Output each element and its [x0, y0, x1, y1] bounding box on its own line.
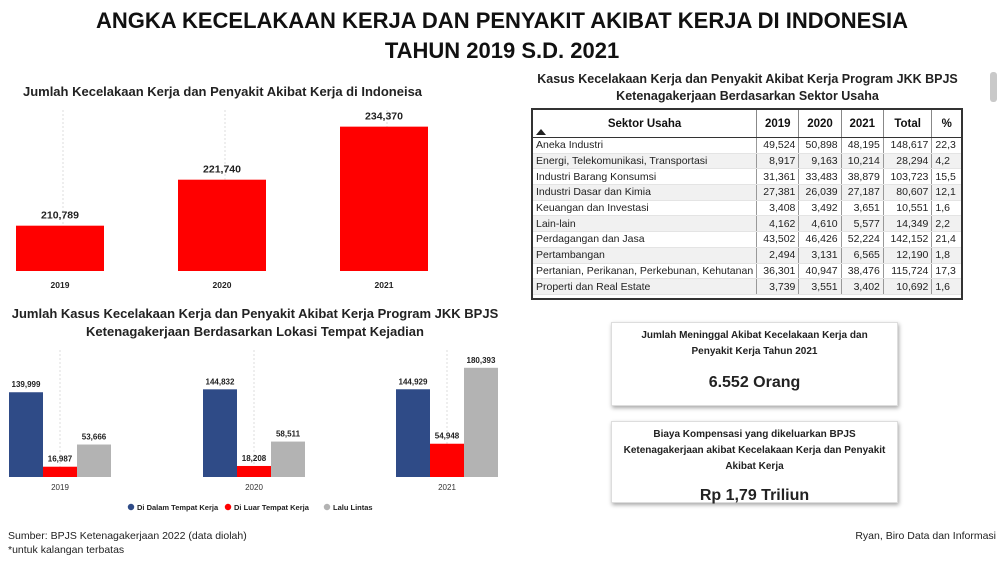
chart1-category-label-2021: 2021	[374, 280, 394, 290]
chart2-value-label-2019-series-1: 16,987	[47, 454, 73, 464]
table-cell-2020: 33,483	[799, 169, 841, 185]
chart2-title-line-1: Jumlah Kasus Kecelakaan Kerja dan Penyakit Akibat Kerja Program JKK BPJS	[11, 306, 499, 321]
title-line-1: ANGKA KECELAKAAN KERJA DAN PENYAKIT AKIBAT KERJA DI INDONESIA	[95, 8, 909, 33]
table-cell-2021: 38,879	[841, 169, 883, 185]
chart2-bar-2019-series-1	[43, 467, 77, 477]
column-header-2020[interactable]: 2020	[799, 110, 841, 138]
table-row	[533, 232, 961, 248]
table-cell-2019: 27,381	[757, 185, 799, 201]
table-cell-2021: 3,651	[841, 200, 883, 216]
table-row	[533, 153, 961, 169]
compensation-card-label: Biaya Kompensasi yang dikeluarkan BPJS Ketenagakerjaan akibat Kecelakaan Kerja dan Penyakit Akibat Kerja	[623, 429, 886, 472]
table-cell-2019: 36,301	[757, 263, 799, 279]
footer-note: *untuk kalangan terbatas	[8, 544, 125, 556]
table-cell-2019: 4,162	[757, 216, 799, 232]
sector-table	[531, 108, 963, 300]
chart1-value-label-2020: 221,740	[203, 163, 241, 176]
table-cell-Total: 28,294	[883, 153, 932, 169]
table-cell-Total: 142,152	[883, 232, 932, 248]
table-cell-2021: 48,195	[841, 138, 883, 154]
column-header-2021[interactable]: 2021	[841, 110, 883, 138]
table-cell-2020: 9,163	[799, 153, 841, 169]
table-cell-2021: 38,476	[841, 263, 883, 279]
table-cell-%: 15,5	[932, 169, 961, 185]
chart2-title	[0, 305, 510, 341]
table-row	[533, 200, 961, 216]
table-header-row	[533, 110, 961, 138]
table-cell-sector: Energi, Telekomunikasi, Transportasi	[533, 153, 757, 169]
table-row	[533, 185, 961, 201]
table-cell-2019: 8,917	[757, 153, 799, 169]
chart1-category-label-2019: 2019	[50, 280, 70, 290]
table-cell-Total: 10,692	[883, 279, 932, 295]
chart2-bar-2019-series-2	[77, 445, 111, 477]
table-cell-2020: 3,492	[799, 200, 841, 216]
table-cell-sector: Lain-lain	[533, 216, 757, 232]
table-cell-2020: 3,131	[799, 247, 841, 263]
table-cell-2021: 27,187	[841, 185, 883, 201]
column-header-2019[interactable]: 2019	[757, 110, 799, 138]
table-cell-%: 1,8	[932, 247, 961, 263]
chart2-legend-label-2: Lalu Lintas	[333, 503, 373, 512]
page-title	[0, 6, 1004, 66]
table-cell-sector: Aneka Industri	[533, 138, 757, 154]
table-cell-2021: 10,214	[841, 153, 883, 169]
table-cell-2019: 3,739	[757, 279, 799, 295]
chart2-bar-2021-series-1	[430, 444, 464, 477]
chart2-category-label-2021: 2021	[438, 483, 456, 492]
chart2-title-line-2: Ketenagakerjaan Berdasarkan Lokasi Tempat Kejadian	[86, 324, 424, 339]
table-row	[533, 216, 961, 232]
chart1-bar-2019	[16, 226, 104, 271]
table-row	[533, 169, 961, 185]
table-row	[533, 247, 961, 263]
chart2-value-label-2020-series-2: 58,511	[275, 429, 301, 439]
chart2-bar-2019-series-0	[9, 392, 43, 477]
chart2-bar-2020-series-1	[237, 466, 271, 477]
column-header-total[interactable]: Total	[883, 110, 932, 138]
table-cell-2019: 2,494	[757, 247, 799, 263]
deaths-card	[611, 322, 898, 406]
table-cell-2021: 52,224	[841, 232, 883, 248]
table-cell-%: 17,3	[932, 263, 961, 279]
table-cell-sector: Keuangan dan Investasi	[533, 200, 757, 216]
table-cell-2021: 5,577	[841, 216, 883, 232]
footer-author: Ryan, Biro Data dan Informasi	[855, 530, 996, 542]
chart1-title: Jumlah Kecelakaan Kerja dan Penyakit Akibat Kerja di Indoneisa	[22, 84, 423, 99]
vertical-scrollbar[interactable]	[990, 72, 997, 102]
table-cell-Total: 10,551	[883, 200, 932, 216]
table-cell-Total: 103,723	[883, 169, 932, 185]
chart1-bar-2021	[340, 127, 428, 271]
total-accidents-bar-chart	[0, 100, 500, 295]
table-cell-sector: Pertanian, Perikanan, Perkebunan, Kehutanan	[533, 263, 757, 279]
compensation-card	[611, 421, 898, 503]
table-cell-sector: Perdagangan dan Jasa	[533, 232, 757, 248]
table-cell-2021: 6,565	[841, 247, 883, 263]
table-cell-2020: 40,947	[799, 263, 841, 279]
deaths-card-label: Jumlah Meninggal Akibat Kecelakaan Kerja dan Penyakit Kerja Tahun 2021	[641, 330, 868, 357]
table-row	[533, 138, 961, 154]
chart2-value-label-2019-series-2: 53,666	[81, 432, 107, 442]
chart2-legend-label-1: Di Luar Tempat Kerja	[234, 503, 309, 512]
table-cell-2021: 3,402	[841, 279, 883, 295]
compensation-card-value: Rp 1,79 Triliun	[699, 487, 810, 504]
table-cell-2019: 31,361	[757, 169, 799, 185]
column-header-sector[interactable]: Sektor Usaha	[533, 110, 757, 138]
table-cell-2019: 3,408	[757, 200, 799, 216]
deaths-card-value: 6.552 Orang	[708, 374, 801, 391]
table-body	[533, 138, 961, 295]
table-cell-%: 22,3	[932, 138, 961, 154]
chart2-category-label-2020: 2020	[245, 483, 263, 492]
footer-source: Sumber: BPJS Ketenagakerjaan 2022 (data diolah)	[8, 530, 247, 542]
chart2-legend-marker-2	[324, 504, 330, 510]
column-header-percent[interactable]: %	[932, 110, 961, 138]
chart2-legend-marker-1	[225, 504, 231, 510]
chart2-legend-label-0: Di Dalam Tempat Kerja	[137, 503, 219, 512]
chart2-category-label-2019: 2019	[51, 483, 69, 492]
table-cell-%: 1,6	[932, 279, 961, 295]
table-row	[533, 263, 961, 279]
chart2-bar-2021-series-0	[396, 389, 430, 477]
table-cell-Total: 115,724	[883, 263, 932, 279]
chart1-value-label-2019: 210,789	[41, 209, 79, 222]
chart2-value-label-2021-series-1: 54,948	[434, 431, 460, 441]
table-cell-%: 4,2	[932, 153, 961, 169]
chart2-bar-2021-series-2	[464, 368, 498, 477]
title-line-2: TAHUN 2019 S.D. 2021	[384, 38, 620, 63]
table-cell-%: 21,4	[932, 232, 961, 248]
table-cell-sector: Industri Barang Konsumsi	[533, 169, 757, 185]
chart2-value-label-2021-series-0: 144,929	[398, 377, 428, 387]
table-cell-2019: 43,502	[757, 232, 799, 248]
table-cell-Total: 14,349	[883, 216, 932, 232]
sort-ascending-icon[interactable]	[536, 129, 546, 135]
chart2-value-label-2020-series-1: 18,208	[241, 453, 267, 463]
table-cell-%: 12,1	[932, 185, 961, 201]
chart2-value-label-2021-series-2: 180,393	[466, 355, 496, 365]
table-title-line-2: Ketenagakerjaan Berdasarkan Sektor Usaha	[616, 89, 879, 103]
table-cell-2020: 26,039	[799, 185, 841, 201]
chart1-bar-2020	[178, 180, 266, 271]
table-cell-sector: Pertambangan	[533, 247, 757, 263]
chart2-bar-2020-series-0	[203, 389, 237, 477]
table-cell-Total: 12,190	[883, 247, 932, 263]
table-cell-2019: 49,524	[757, 138, 799, 154]
chart1-category-label-2020: 2020	[212, 280, 232, 290]
table-cell-Total: 80,607	[883, 185, 932, 201]
table-cell-2020: 4,610	[799, 216, 841, 232]
table-cell-sector: Industri Dasar dan Kimia	[533, 185, 757, 201]
table-cell-2020: 3,551	[799, 279, 841, 295]
table-cell-Total: 148,617	[883, 138, 932, 154]
table-title	[500, 71, 995, 105]
table-cell-%: 2,2	[932, 216, 961, 232]
location-grouped-bar-chart	[0, 345, 520, 520]
chart2-bar-2020-series-2	[271, 442, 305, 477]
table-row	[533, 279, 961, 295]
table-cell-sector: Properti dan Real Estate	[533, 279, 757, 295]
table-cell-2020: 46,426	[799, 232, 841, 248]
chart2-value-label-2020-series-0: 144,832	[205, 377, 235, 387]
chart2-value-label-2019-series-0: 139,999	[11, 380, 41, 390]
table-cell-%: 1,6	[932, 200, 961, 216]
chart2-legend-marker-0	[128, 504, 134, 510]
chart1-value-label-2021: 234,370	[365, 110, 403, 123]
table-title-line-1: Kasus Kecelakaan Kerja dan Penyakit Akibat Kerja Program JKK BPJS	[537, 72, 958, 86]
table-cell-2020: 50,898	[799, 138, 841, 154]
